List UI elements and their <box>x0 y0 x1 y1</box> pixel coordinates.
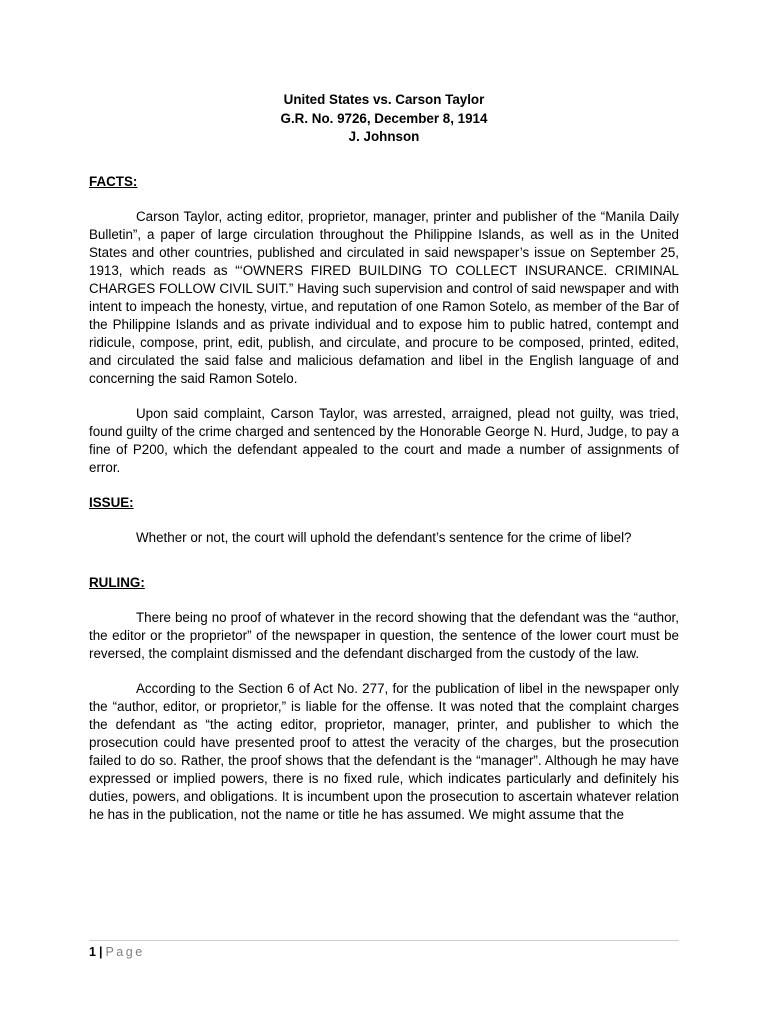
issue-paragraph-1: Whether or not, the court will uphold the defendant’s sentence for the crime of libel? <box>136 529 632 545</box>
facts-paragraph-1: Carson Taylor, acting editor, proprietor, manager, printer and publisher of the “Manila Daily Bulletin”, a paper of large circulation throughout the Philippine Islands, as well as in the United States and other countries, published and circulated in said newspaper’s issue on September 25, 1913, which reads as “‘OWNERS FIRED BUILDING TO COLLECT INSURANCE. CRIMINAL CHARGES FOLLOW CIVIL SUIT.” Having such supervision and control of said newspaper and with intent to impeach the honesty, virtue, and reputation of one Ramon Sotelo, as member of the Bar of the Philippine Islands and as private individual and to expose him to public hatred, contempt and ridicule, compose, print, edit, publish, and circulate, and procure to be composed, printed, edited, and circulated the said false and malicious defamation and libel in the English language of and concerning the said Ramon Sotelo. <box>89 208 679 386</box>
document-page <box>89 91 679 824</box>
facts-paragraph-2: Upon said complaint, Carson Taylor, was arrested, arraigned, plead not guilty, was tried, found guilty of the crime charged and sentenced by the Honorable George N. Hurd, Judge, to pay a fine of P200, which the defendant appealed to the court and made a number of assignments of error. <box>89 405 679 475</box>
justice-name: J. Johnson <box>348 129 420 144</box>
ruling-heading: RULING: <box>89 574 145 590</box>
facts-heading: FACTS: <box>89 173 138 189</box>
page-number: 1 <box>89 945 96 959</box>
ruling-paragraph-1: There being no proof of whatever in the record showing that the defendant was the “author, the editor or the proprietor” of the newspaper in question, the sentence of the lower court must be reversed, the complaint dismissed and the defendant discharged from the custody of the law. <box>89 609 679 661</box>
case-number: G.R. No. 9726, December 8, 1914 <box>280 110 488 126</box>
ruling-paragraph-2: According to the Section 6 of Act No. 277, for the publication of libel in the newspaper only the “author, editor, or proprietor,” is liable for the offense. It was noted that the complaint charges the defendant as “the acting editor, proprietor, manager, printer, and publisher to which the prosecution could have presented proof to attest the veracity of the charges, but the prosecution failed to do so. Rather, the proof shows that the defendant is the “manager”. Although he may have expressed or implied powers, there is no fixed rule, which indicates particularly and definitely his duties, powers, and obligations. It is incumbent upon the prosecution to ascertain whatever relation he has in the publication, not the name or title he has assumed. We might assume that the <box>89 680 679 822</box>
page-label: Page <box>105 945 145 959</box>
case-title: United States vs. Carson Taylor <box>283 92 485 107</box>
page-footer <box>89 940 679 960</box>
case-header <box>89 91 679 147</box>
issue-heading: ISSUE: <box>89 494 134 510</box>
page-separator: | <box>98 945 103 959</box>
